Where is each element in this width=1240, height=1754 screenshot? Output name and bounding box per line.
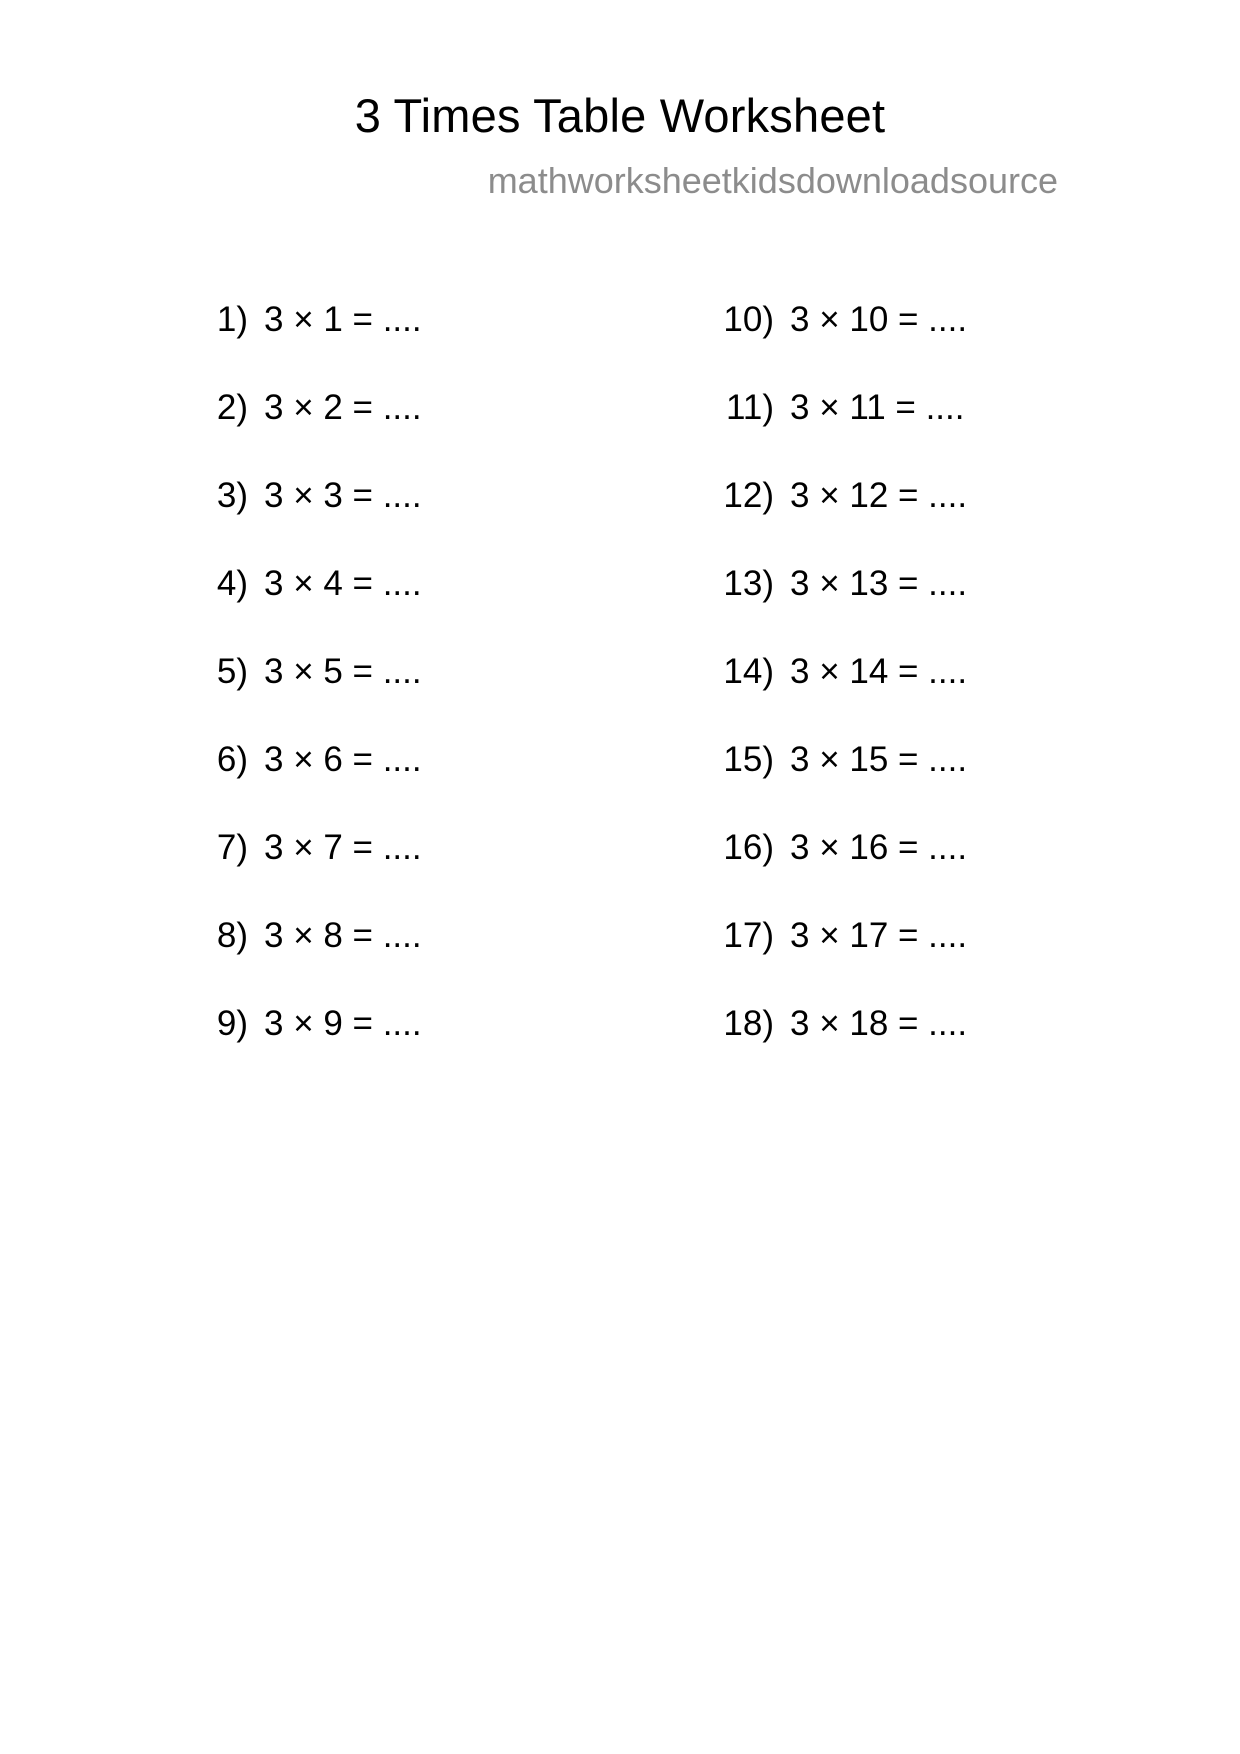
problem-number: 7): [216, 828, 248, 867]
problem-item: [698, 388, 1028, 476]
problem-item: [698, 652, 1028, 740]
problem-number: 1): [216, 300, 248, 339]
problem-number: 13): [723, 564, 774, 603]
problem-expression: 3 × 6 = ....: [264, 740, 422, 779]
problem-item: [698, 740, 1028, 828]
problem-number: 6): [216, 740, 248, 779]
problem-number: 3): [216, 476, 248, 515]
page-title: 3 Times Table Worksheet: [354, 89, 886, 142]
problem-expression: 3 × 14 = ....: [790, 652, 968, 691]
problem-item: [698, 564, 1028, 652]
problem-item: [698, 300, 1028, 388]
problem-item: [196, 740, 496, 828]
problem-number: 11): [726, 388, 774, 427]
problem-item: [698, 476, 1028, 564]
problem-number: 14): [723, 652, 774, 691]
problem-expression: 3 × 1 = ....: [264, 300, 422, 339]
problem-expression: 3 × 11 = ....: [790, 388, 965, 427]
problem-number: 18): [723, 1004, 774, 1043]
problems-column-right: [698, 300, 1028, 1092]
problem-item: [196, 916, 496, 1004]
problem-number: 10): [723, 300, 774, 339]
problem-number: 2): [216, 388, 248, 427]
problem-expression: 3 × 15 = ....: [790, 740, 968, 779]
problem-number: 9): [216, 1004, 248, 1043]
problem-item: [196, 828, 496, 916]
problem-expression: 3 × 9 = ....: [264, 1004, 422, 1043]
problem-number: 12): [723, 476, 774, 515]
problems-container: [0, 300, 1240, 1092]
problem-expression: 3 × 10 = ....: [790, 300, 968, 339]
problem-number: 16): [723, 828, 774, 867]
problems-column-left: [196, 300, 496, 1092]
problem-number: 4): [216, 564, 248, 603]
problem-expression: 3 × 2 = ....: [264, 388, 422, 427]
problem-expression: 3 × 7 = ....: [264, 828, 422, 867]
problem-item: [698, 1004, 1028, 1092]
problem-item: [698, 828, 1028, 916]
problem-item: [196, 1004, 496, 1092]
problem-number: 17): [723, 916, 774, 955]
problem-expression: 3 × 18 = ....: [790, 1004, 968, 1043]
problem-number: 5): [216, 652, 248, 691]
problem-expression: 3 × 5 = ....: [264, 652, 422, 691]
problem-expression: 3 × 13 = ....: [790, 564, 968, 603]
problem-item: [698, 916, 1028, 1004]
problem-expression: 3 × 4 = ....: [264, 564, 422, 603]
problem-expression: 3 × 16 = ....: [790, 828, 968, 867]
problem-item: [196, 476, 496, 564]
problem-item: [196, 300, 496, 388]
problem-expression: 3 × 3 = ....: [264, 476, 422, 515]
problem-expression: 3 × 8 = ....: [264, 916, 422, 955]
problem-item: [196, 388, 496, 476]
problem-expression: 3 × 17 = ....: [790, 916, 968, 955]
problem-number: 8): [216, 916, 248, 955]
problem-number: 15): [723, 740, 774, 779]
problem-item: [196, 652, 496, 740]
source-attribution: mathworksheetkidsdownloadsource: [487, 160, 1058, 201]
problem-expression: 3 × 12 = ....: [790, 476, 968, 515]
problem-item: [196, 564, 496, 652]
